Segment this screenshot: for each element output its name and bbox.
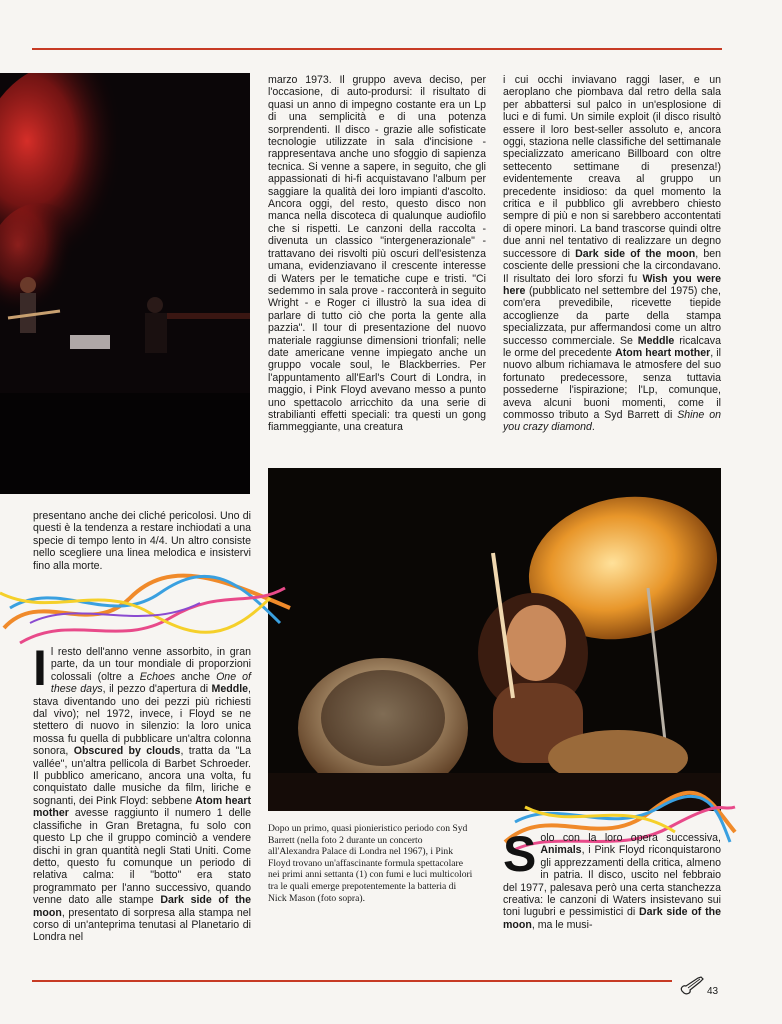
- text-column-top-right: [503, 74, 721, 434]
- text-column-left-main: [33, 640, 252, 944]
- dropcap: S: [503, 826, 537, 882]
- text-column-left-intro: [33, 510, 251, 572]
- bottom-rule: [32, 980, 672, 982]
- paragraph: i cui occhi inviavano raggi laser, e un aeroplano che piombava dal retro della sala per abbattersi sul palco in un'esplosione di luci e di fumi. Un simile exploit (il disco risultò essere il loro best-seller assoluto e, ancora oggi, staziona nelle classifiche del settimanale specializzato americano Billboard con oltre settecento settimane di presenza!) evidentemente creava al gruppo un precedente insidioso: da quel momento la critica e il pubblico gli avrebbero chiesto sempre di più e non si sarebbero accontentati di opere minori. La band trascorse quindi oltre due anni nel tentativo di realizzare un degno successore di Dark side of the moon, ben cosciente delle pressioni che la circondavano. Il risultato dei loro sforzi fu Wish you were here (pubblicato nel settembre del 1975) che, com'era prevedibile, ricevette tiepide accoglienze da parte della stampa specializzata, pur affermandosi come un altro successo commerciale. Se Meddle ricalcava le orme del precedente Atom heart mother, il nuovo album richiamava le atmosfere del suo fortunato predecessore, senza tuttavia possederne l'ispirazione; l'Lp, comunque, aveva alcuni buoni momenti, come il commosso tributo a Syd Barrett di Shine on you crazy diamond.: [503, 74, 722, 434]
- concert-photo: [0, 73, 250, 494]
- top-rule: [32, 48, 722, 50]
- text-column-top-middle: [268, 74, 486, 434]
- photo-caption: Dopo un primo, quasi pionieristico periodo con Syd Barrett (nella foto 2 durante un concerto all'Alexandra Palace di Londra nel 1967), i Pink Floyd trovano un'affascinante formula spettacolare nei primi anni settanta (1) con fumi e luci multicolori tra le quali emerge prepotentemente la batteria di Nick Mason (foto sopra).: [268, 823, 473, 904]
- dropcap: I: [33, 640, 47, 696]
- text-column-bottom-right: [503, 826, 721, 931]
- paragraph: presentano anche dei cliché pericolosi. Uno di questi è la tendenza a restare inchiodati a una specie di tempo lento in 4/4. Un altro consiste nello scegliere una linea melodica e insistervi fino alla morte.: [33, 510, 251, 572]
- drummer-photo: [268, 468, 721, 811]
- paragraph: Solo con la loro opera successiva, Animals, i Pink Floyd riconquistarono gli apprezzamenti della critica, almeno in patria. Il disco, uscito nel febbraio del 1977, palesava però una certa stanchezza creativa: le canzoni di Waters insistevano sui toni lugubri e pessimistici di Dark side of the moon, ma le musi-: [503, 826, 721, 931]
- paragraph: Il resto dell'anno venne assorbito, in gran parte, da un tour mondiale di proporzioni colossali (oltre a Echoes anche One of these days, il pezzo d'apertura di Meddle, stava diventando uno dei pezzi più richiesti dal vivo); nel 1972, invece, i Floyd se ne stettero di nuovo in silenzio: la loro unica mossa fu quella di pubblicare un'altra colonna sonora, Obscured by clouds, tratta da "La vallée", un'altra pellicola di Barbet Schroeder. Il pubblico americano, ancora una volta, fu conquistato dalle musiche da film, liriche e sognanti, dei Pink Floyd: sebbene Atom heart mother avesse raggiunto il numero 1 delle classifiche in Gran Bretagna, fu solo con questo Lp che il gruppo cominciò a vendere dischi in gran quantità negli Stati Uniti. Come detto, questo fu comunque un periodo di relativa calma: il "botto" era stato programmato per l'anno successivo, quando venne dato alle stampe Dark side of the moon, presentato di sorpresa alla stampa nel corso di un'anteprima tenutasi al Planetario di Londra nel: [33, 640, 252, 944]
- guitar-icon: [680, 975, 706, 995]
- page-number: 43: [707, 986, 719, 997]
- paragraph: marzo 1973. Il gruppo aveva deciso, per l'occasione, di auto-prodursi: il risultato di quasi un anno di impegno costante era un Lp di una semplicità e di una potenza sorprendenti. Il disco - grazie alle sofisticate tecnologie utilizzate in sala d'incisione - rappresentava anche uno sfoggio di sapienza tecnica. Si venne a sapere, in seguito, che gli appassionati di hi-fi acquistavano l'album per saggiare la qualità dei loro impianti d'ascolto. Ancora oggi, del resto, questo disco non manca nella discoteca di qualunque audiofilo che si rispetti. Le canzoni della raccolta - divenuta un classico "intergenerazionale" - trattavano dei risvolti più oscuri dell'esistenza umana, evidenziavano il crescente interesse di Waters per le tematiche cupe e tristi. "Ci sedemmo in sala prove - racconterà in seguito Wright - e Roger ci illustrò la sua idea di parlare di tutto ciò che porta la gente alla pazzia". Il tour di presentazione del nuovo materiale raggiunse dimensioni trionfali; nelle date americane venne impiegato anche un gruppo vocale soul, le Blackberries. Per l'appuntamento all'Earl's Court di Londra, in maggio, i Pink Floyd avevano messo a punto uno spettacolo arricchito da una serie di strabilianti effetti speciali: tra questi un gong fiammeggiante, una creatura: [268, 74, 486, 434]
